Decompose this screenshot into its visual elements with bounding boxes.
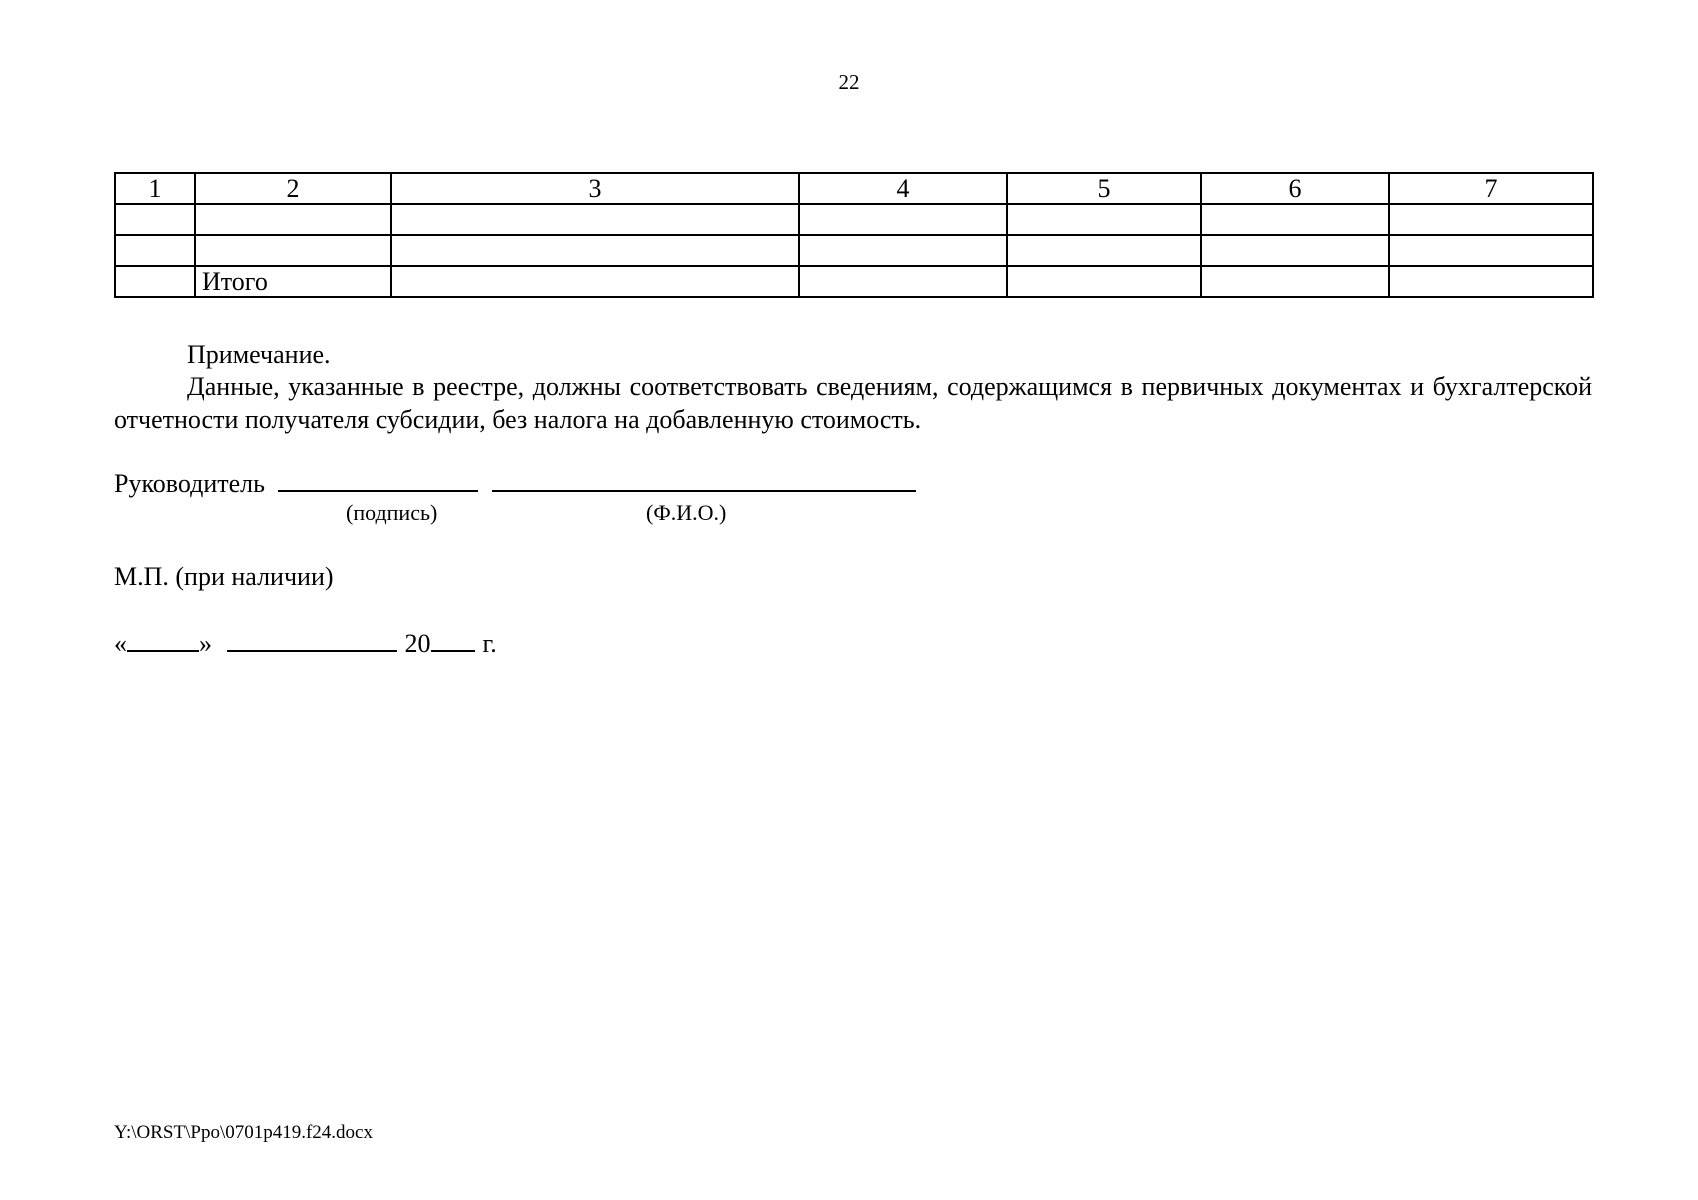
signature-caption: (подпись) — [346, 500, 438, 525]
table-cell — [799, 266, 1007, 297]
date-year-suffix: г. — [482, 629, 497, 658]
note-title: Примечание. — [187, 340, 331, 369]
table-cell — [1007, 266, 1201, 297]
fio-caption: (Ф.И.О.) — [646, 500, 727, 525]
column-number: 7 — [1389, 173, 1593, 204]
table-cell — [1007, 235, 1201, 266]
note-text: Данные, указанные в реестре, должны соответствовать сведениям, содержащимся в первичных документах и бухгалтерской отчетности получателя субсидии, без налога на добавленную стоимость. — [114, 372, 1592, 434]
date-row — [114, 626, 497, 660]
table-cell — [799, 235, 1007, 266]
table-cell — [391, 204, 799, 235]
signature-line — [278, 466, 478, 492]
table-cell — [115, 204, 195, 235]
column-number: 2 — [195, 173, 391, 204]
date-day-line — [127, 626, 199, 652]
table-header-row — [115, 173, 1593, 204]
table-cell — [115, 266, 195, 297]
table-row — [115, 235, 1593, 266]
table-cell — [115, 235, 195, 266]
column-number: 4 — [799, 173, 1007, 204]
table-cell — [391, 266, 799, 297]
table-cell — [1201, 204, 1389, 235]
date-open-quote: « — [114, 629, 127, 658]
page-number: 22 — [838, 70, 860, 94]
registry-table — [114, 172, 1594, 298]
total-label: Итого — [195, 266, 391, 297]
fio-line — [492, 466, 916, 492]
table-cell — [1389, 235, 1593, 266]
file-path-footer: Y:\ORST\Ppo\0701p419.f24.docx — [114, 1122, 373, 1143]
table-total-row — [115, 266, 1593, 297]
signature-label: Руководитель — [114, 469, 265, 498]
table-cell — [1007, 204, 1201, 235]
column-number: 3 — [391, 173, 799, 204]
table-cell — [391, 235, 799, 266]
table-cell — [799, 204, 1007, 235]
column-number: 6 — [1201, 173, 1389, 204]
date-century: 20 — [404, 629, 431, 658]
date-month-line — [227, 626, 397, 652]
signature-row — [114, 466, 916, 500]
column-number: 5 — [1007, 173, 1201, 204]
table-row — [115, 204, 1593, 235]
table-cell — [1389, 266, 1593, 297]
table-cell — [1389, 204, 1593, 235]
column-number: 1 — [115, 173, 195, 204]
table-cell — [195, 235, 391, 266]
table-cell — [195, 204, 391, 235]
table-cell — [1201, 235, 1389, 266]
date-close-quote: » — [199, 629, 212, 658]
table-cell — [1201, 266, 1389, 297]
stamp-label: М.П. (при наличии) — [114, 562, 334, 591]
date-year-line — [431, 626, 475, 652]
